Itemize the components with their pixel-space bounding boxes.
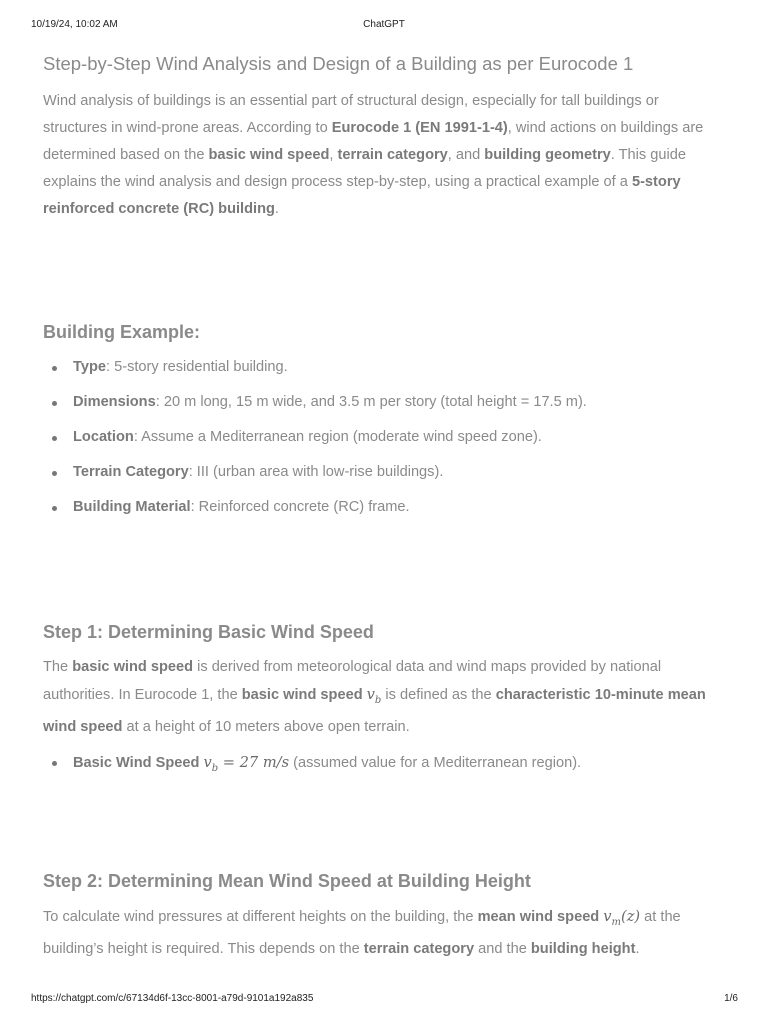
print-url: https://chatgpt.com/c/67134d6f-13cc-8001-a79d-9101a192a835 xyxy=(31,993,314,1004)
list-item-label: Location xyxy=(73,429,134,445)
list-item-label: Type xyxy=(73,359,106,375)
list-item-label: Terrain Category xyxy=(73,464,189,480)
step2-text: and the xyxy=(474,940,531,957)
list-item xyxy=(43,354,723,389)
step1-text: is derived from meteorological data and wind maps provided by national authorities. In Eurocode 1, the xyxy=(43,659,662,703)
intro-text: , wind actions on buildings are determined based on the xyxy=(43,120,704,163)
step1-bold-basic-wind-speed-2: basic wind speed xyxy=(241,687,363,703)
intro-bold-eurocode: Eurocode 1 (EN 1991-1-4) xyxy=(331,120,508,136)
list-item xyxy=(43,494,723,529)
list-item-text: : Reinforced concrete (RC) frame. xyxy=(190,499,410,515)
step1-text: is defined as the xyxy=(381,687,496,703)
step2-paragraph xyxy=(43,903,723,963)
intro-bold-rc-building: 5-story reinforced concrete (RC) building xyxy=(43,174,681,217)
intro-text: , xyxy=(329,147,338,163)
basic-wind-speed-label: Basic Wind Speed xyxy=(73,754,200,771)
building-example-list xyxy=(43,354,723,529)
step1-bold-basic-wind-speed: basic wind speed xyxy=(72,659,194,675)
intro-paragraph xyxy=(43,88,723,223)
step1-bold-characteristic: characteristic 10-minute mean wind speed xyxy=(43,687,706,735)
math-vb: $v_b$ xyxy=(366,686,382,706)
intro-bold-terrain-category: terrain category xyxy=(337,147,448,163)
intro-text: . xyxy=(274,201,279,217)
list-item-label: Building Material xyxy=(73,499,191,515)
intro-text: Wind analysis of buildings is an essential part of structural design, especially for tall buildings or structures in wind-prone areas. According to xyxy=(43,93,659,136)
step2-text: at the building’s height is required. This depends on the xyxy=(43,909,681,957)
list-item-text: : III (urban area with low-rise buildings). xyxy=(188,464,444,480)
example-bullet-list xyxy=(43,354,723,529)
list-item-text: : 5-story residential building. xyxy=(105,359,288,375)
page-number: 1/6 xyxy=(724,993,738,1004)
page-title: Step-by-Step Wind Analysis and Design of a Building as per Eurocode 1 xyxy=(43,53,634,74)
list-item-text: : 20 m long, 15 m wide, and 3.5 m per story (total height = 17.5 m). xyxy=(155,394,587,410)
intro-bold-building-geometry: building geometry xyxy=(484,147,611,163)
list-item xyxy=(43,424,723,459)
list-item-label: Dimensions xyxy=(73,394,156,410)
step2-text: . xyxy=(635,940,640,957)
intro-text: , and xyxy=(447,147,485,163)
step2-heading: Step 2: Determining Mean Wind Speed at Building Height xyxy=(43,871,531,891)
step2-bold-mean-wind-speed: mean wind speed xyxy=(477,909,600,925)
math-vm-z: $v_m(z)$ xyxy=(603,908,641,928)
intro-bold-basic-wind-speed: basic wind speed xyxy=(208,147,330,163)
list-item xyxy=(43,459,723,494)
list-item xyxy=(43,389,723,424)
basic-wind-speed-note: (assumed value for a Mediterranean region). xyxy=(289,754,582,771)
step2-bold-terrain-category: terrain category xyxy=(363,940,475,957)
math-vb-value: $v_b = 27$ m/s xyxy=(203,753,290,774)
step1-text: at a height of 10 meters above open terrain. xyxy=(122,718,410,735)
building-example-heading: Building Example: xyxy=(43,322,201,342)
step1-paragraph xyxy=(43,654,723,784)
step2-text: To calculate wind pressures at different heights on the building, the xyxy=(43,909,478,925)
print-datetime: 10/19/24, 10:02 AM xyxy=(31,19,118,30)
print-app-title: ChatGPT xyxy=(363,19,405,30)
intro-text: . This guide explains the wind analysis and design process step-by-step, using a practical example of a xyxy=(43,147,686,190)
step1-bullet-list xyxy=(43,749,723,784)
step2-bold-building-height: building height xyxy=(530,940,636,957)
list-item xyxy=(43,749,723,784)
step1-heading: Step 1: Determining Basic Wind Speed xyxy=(43,622,374,642)
step1-text: The xyxy=(43,659,73,675)
list-item-text: : Assume a Mediterranean region (moderate wind speed zone). xyxy=(133,429,542,445)
